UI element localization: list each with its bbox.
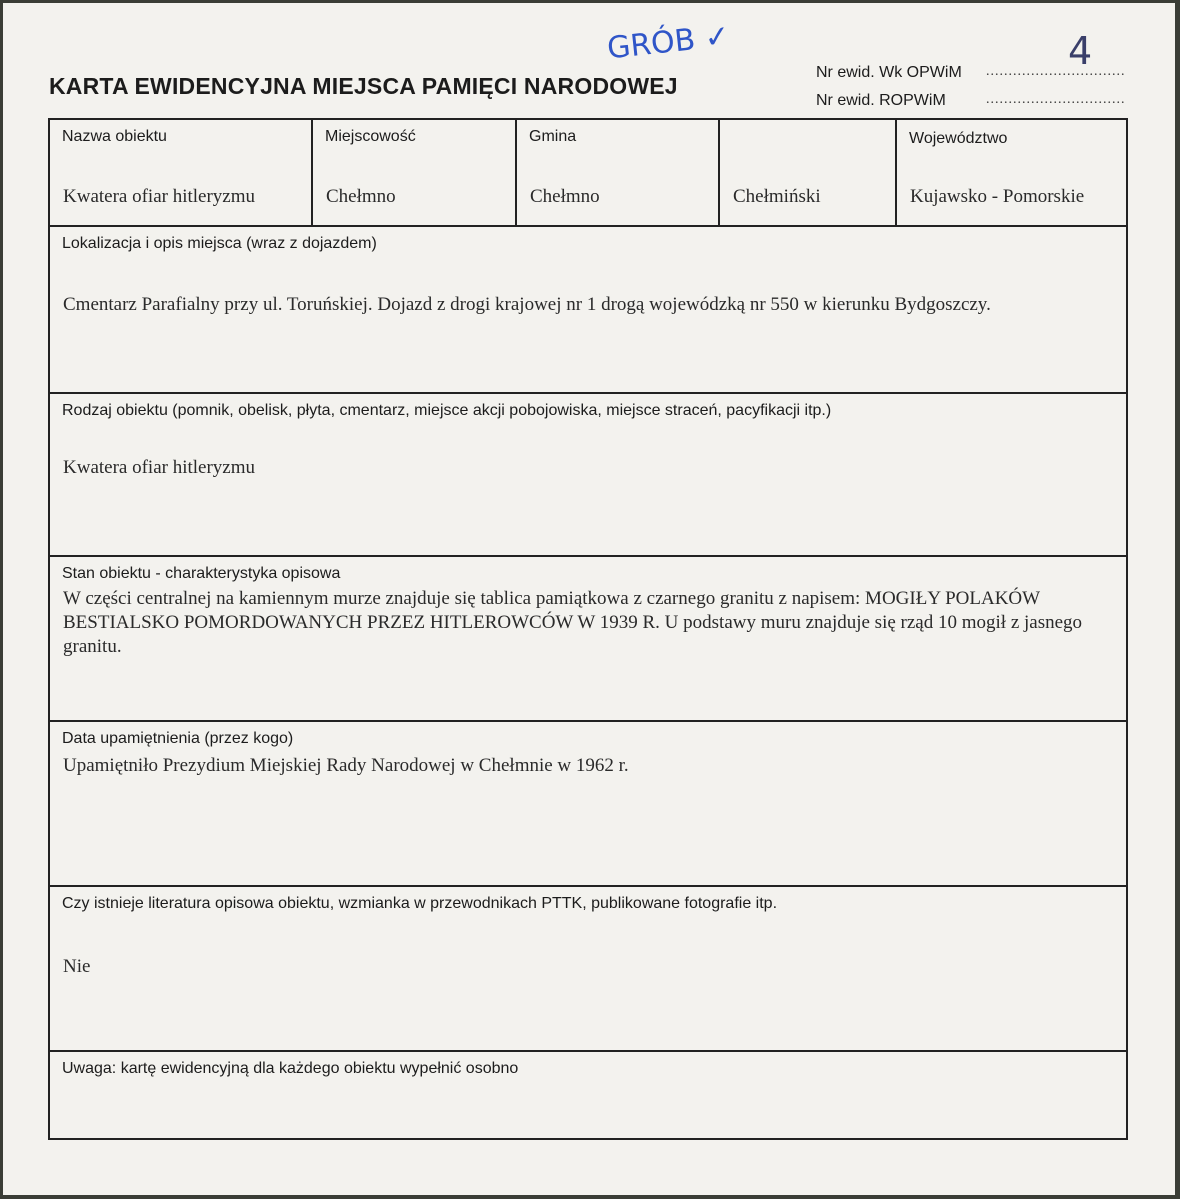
- section-object-type: [50, 394, 1126, 557]
- cell-object-name: [50, 120, 313, 225]
- cell-voivodeship: [897, 120, 1126, 225]
- section-label: Stan obiektu - charakterystyka opisowa: [62, 565, 341, 582]
- section-value: Upamiętniło Prezydium Miejskiej Rady Narodowej w Chełmnie w 1962 r.: [63, 755, 629, 776]
- nr-rop-dots: ...............................: [986, 92, 1126, 107]
- field-label: Województwo: [909, 130, 1008, 147]
- identification-row: [50, 120, 1126, 227]
- section-value: Nie: [63, 956, 91, 977]
- field-value: Kujawsko - Pomorskie: [910, 186, 1085, 207]
- section-value: W części centralnej na kamiennym murze znajduje się tablica pamiątkowa z czarnego granitu z napisem: MOGIŁY POLAKÓW BESTIALSKO POMORDOWANYCH PRZEZ HITLEROWCÓW W 1939 R. U podstawy muru znajduje się rząd 10 mogił z jasnego granitu.: [63, 588, 1083, 657]
- nr-wk-label: Nr ewid. Wk OPWiM: [816, 64, 962, 81]
- nr-rop-label: Nr ewid. ROPWiM: [816, 92, 946, 109]
- handwritten-note: GRÓB ✓: [605, 18, 732, 67]
- record-table: [48, 118, 1128, 1140]
- section-condition: [50, 557, 1126, 722]
- field-value: Kwatera ofiar hitleryzmu: [63, 186, 256, 207]
- field-value: Chełmno: [326, 186, 396, 207]
- section-value: Kwatera ofiar hitleryzmu: [63, 457, 256, 478]
- record-card: [3, 3, 1175, 1195]
- section-label: Lokalizacja i opis miejsca (wraz z dojazdem): [62, 235, 377, 252]
- section-label: Rodzaj obiektu (pomnik, obelisk, płyta, cmentarz, miejsce akcji pobojowiska, miejsce straceń, pacyfikacji itp.): [62, 402, 832, 419]
- card-title: KARTA EWIDENCYJNA MIEJSCA PAMIĘCI NARODOWEJ: [49, 73, 678, 99]
- section-literature: [50, 887, 1126, 1052]
- nr-wk-value: 4: [1068, 29, 1093, 73]
- nr-wk-dots: ...............................: [986, 64, 1126, 79]
- section-label: Uwaga: kartę ewidencyjną dla każdego obiektu wypełnić osobno: [62, 1060, 519, 1077]
- field-label: Gmina: [529, 128, 577, 145]
- section-label: Czy istnieje literatura opisowa obiektu, wzmianka w przewodnikach PTTK, publikowane fotografie itp.: [62, 895, 778, 912]
- field-value: Chełmno: [530, 186, 600, 207]
- field-label: Miejscowość: [325, 128, 416, 145]
- section-note: [50, 1052, 1126, 1138]
- field-value: Chełmiński: [733, 186, 821, 207]
- field-label: Nazwa obiektu: [62, 128, 167, 145]
- section-value: Cmentarz Parafialny przy ul. Toruńskiej. Dojazd z drogi krajowej nr 1 drogą wojewódzką nr 550 w kierunku Bydgoszczy.: [63, 294, 991, 315]
- section-location: [50, 227, 1126, 394]
- section-commemoration-date: [50, 722, 1126, 887]
- section-label: Data upamiętnienia (przez kogo): [62, 730, 294, 747]
- cell-commune: [517, 120, 720, 225]
- cell-county: [720, 120, 897, 225]
- cell-locality: [313, 120, 517, 225]
